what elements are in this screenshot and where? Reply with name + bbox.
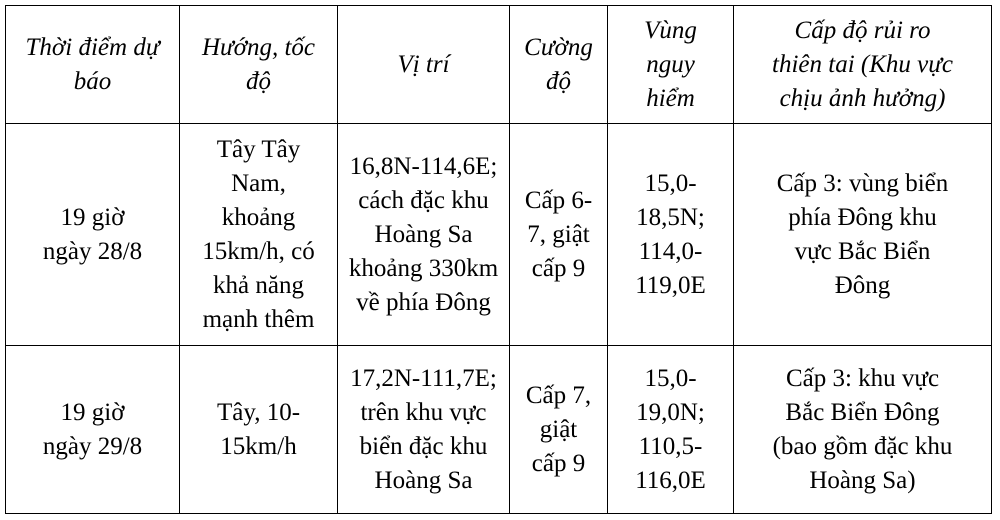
table-cell [338, 124, 510, 346]
table-cell [734, 124, 992, 346]
forecast-table [5, 5, 992, 514]
cell-text: 19 giờ ngày 29/8 [42, 398, 143, 460]
header-label: Vùng nguy hiểm [644, 16, 697, 112]
header-label: Thời điểm dự báo [25, 33, 160, 95]
header-forecast-time [6, 6, 180, 124]
table-cell [510, 346, 608, 514]
table-cell [6, 124, 180, 346]
table-cell [608, 346, 734, 514]
cell-text: Tây Tây Nam, khoảng 15km/h, có khả năng mạnh thêm [202, 135, 315, 333]
cell-text: 17,2N-111,7E; trên khu vực biển đặc khu Hoàng Sa [350, 364, 497, 494]
table-cell [608, 124, 734, 346]
header-label: Cấp độ rủi ro thiên tai (Khu vực chịu ảnh hưởng) [772, 16, 953, 112]
table-row [6, 346, 992, 514]
cell-text: Tây, 10- 15km/h [216, 398, 301, 460]
cell-text: Cấp 3: vùng biển phía Đông khu vực Bắc Biển Đông [776, 169, 949, 299]
cell-text: 19 giờ ngày 28/8 [42, 203, 143, 265]
header-label: Cường độ [524, 33, 593, 95]
header-position [338, 6, 510, 124]
cell-text: Cấp 7, giật cấp 9 [525, 381, 592, 477]
header-label: Vị trí [397, 50, 450, 78]
header-danger-zone [608, 6, 734, 124]
cell-text: 16,8N-114,6E; cách đặc khu Hoàng Sa khoảng 330km về phía Đông [348, 152, 499, 316]
header-direction-speed [180, 6, 338, 124]
cell-text: Cấp 6- 7, giật cấp 9 [524, 186, 593, 282]
header-risk-level [734, 6, 992, 124]
header-label: Hướng, tốc độ [201, 33, 316, 95]
cell-text: 15,0- 19,0N; 110,5- 116,0E [635, 364, 706, 494]
table-row [6, 124, 992, 346]
table-header-row [6, 6, 992, 124]
table-cell [180, 346, 338, 514]
table-cell [6, 346, 180, 514]
cell-text: Cấp 3: khu vực Bắc Biển Đông (bao gồm đặc khu Hoàng Sa) [772, 364, 953, 494]
cell-text: 15,0- 18,5N; 114,0- 119,0E [635, 169, 706, 299]
table-cell [180, 124, 338, 346]
table-cell [338, 346, 510, 514]
header-intensity [510, 6, 608, 124]
table-cell [510, 124, 608, 346]
table-cell [734, 346, 992, 514]
